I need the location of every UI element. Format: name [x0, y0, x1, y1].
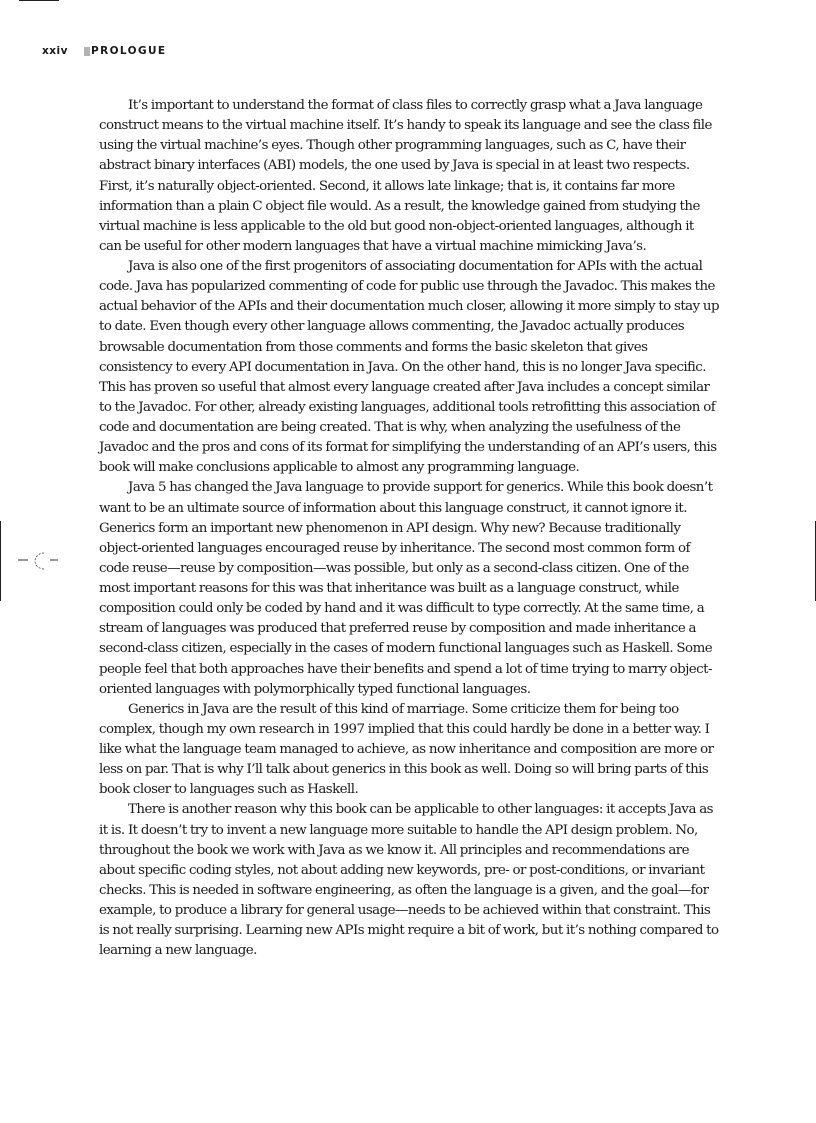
- section-marker: [84, 47, 90, 56]
- top-rule: [19, 0, 59, 1]
- paragraph-3: Java 5 has changed the Java language to provide support for generics. While this book doesn’t want to be an ultimate source of information about this language construct, it cannot ignore it. Generics form an important new phenomenon in API design. Why new? Because traditionally object-oriented languages encouraged reuse by inheritance. The second most common form of code reuse—reuse by composition—was possible, but only as a second-class citizen. One of the most important reasons for this was that inheritance was built as a language construct, while composition could only be coded by hand and it was difficult to type correctly. At the same time, a stream of languages was produced that preferred reuse by composition and made inheritance a second-class citizen, especially in the cases of modern functional languages such as Haskell. Some people feel that both approaches have their benefits and spend a lot of time trying to marry object-oriented languages with polymorphically typed functional languages.: [99, 480, 713, 697]
- section-title: PROLOGUE: [91, 45, 167, 57]
- page-number: xxiv: [42, 45, 68, 57]
- paragraph-2: Java is also one of the first progenitors of associating documentation for APIs with the actual code. Java has popularized commenting of code for public use through the Javadoc. This makes the actual behavior of the APIs and their documentation much closer, allowing it more simply to stay up to date. Even though every other language allows commenting, the Javadoc actually produces browsable documentation from those comments and forms the basic skeleton that gives consistency to every API documentation in Java. On the other hand, this is no longer Java specific. This has proven so useful that almost every language created after Java includes a concept similar to the Javadoc. For other, already existing languages, additional tools retrofitting this association of code and documentation are being created. That is why, when analyzing the usefulness of the Javadoc and the pros and cons of its format for simplifying the understanding of an API’s users, this book will make conclusions applicable to almost any programming language.: [99, 259, 720, 476]
- paragraph-1: It’s important to understand the format of class files to correctly grasp what a Java language construct means to the virtual machine itself. It’s handy to speak its language and see the class file using the virtual machine’s eyes. Though other programming languages, such as C, have their abstract binary interfaces (ABI) models, the one used by Java is special in at least two respects. First, it’s naturally object-oriented. Second, it allows late linkage; that is, it contains far more information than a plain C object file would. As a result, the knowledge gained from studying the virtual machine is less applicable to the old but good non-object-oriented languages, although it can be useful for other modern languages that have a virtual machine mimicking Java’s.: [99, 98, 712, 254]
- paragraph-4: Generics in Java are the result of this kind of marriage. Some criticize them for being too complex, though my own research in 1997 implied that this could hardly be done in a better way. I like what the language team managed to achieve, as now inheritance and composition are more or less on par. That is why I’ll talk about generics in this book as well. Doing so will bring parts of this book closer to languages such as Haskell.: [99, 701, 714, 798]
- crop-mark-icon: [18, 550, 62, 574]
- left-margin-rule: [0, 521, 1, 601]
- running-head: [42, 45, 166, 57]
- paragraph-5: There is another reason why this book can be applicable to other languages: it accepts Java as it is. It doesn’t try to invent a new language more suitable to handle the API design problem. No, throughout the book we work with Java as we know it. All principles and recommendations are about specific coding styles, not about adding new keywords, pre- or post-conditions, or invariant checks. This is needed in software engineering, as often the language is a given, and the goal—for example, to produce a library for general usage—needs to be achieved within that constraint. This is not really surprising. Learning new APIs might require a bit of work, but it’s nothing compared to learning a new language.: [99, 802, 719, 959]
- body-text: [99, 96, 719, 961]
